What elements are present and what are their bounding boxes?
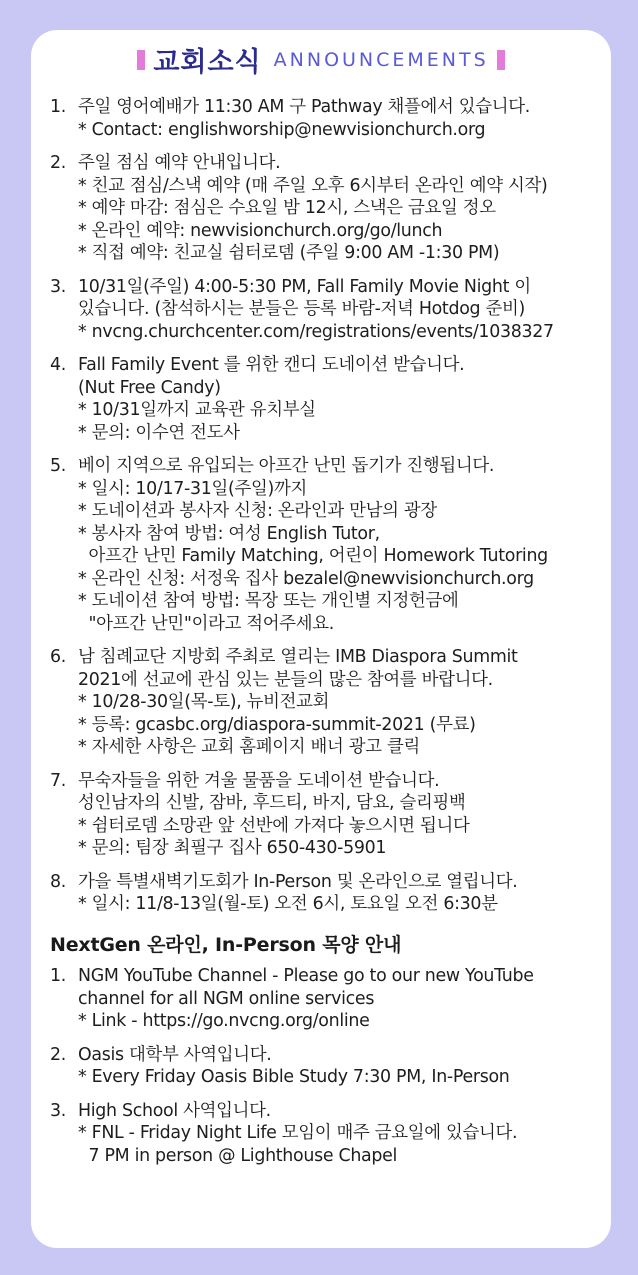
- announcement-item-line: 남 침례교단 지방회 주최로 열리는 IMB Diaspora Summit: [78, 647, 518, 667]
- announcement-item: [50, 770, 605, 860]
- announcement-item-line: 아프간 난민 Family Matching, 어린이 Homework Tutoring: [78, 546, 548, 566]
- announcement-item-line: 무숙자들을 위한 겨울 물품을 도네이션 받습니다.: [78, 770, 440, 791]
- nextgen-item-number: 1.: [50, 966, 66, 986]
- announcement-item-line: * 도네이션 참여 방법: 목장 또는 개인별 지정헌금에: [78, 591, 459, 611]
- announcement-list: [50, 96, 605, 916]
- announcement-item-number: 6.: [50, 647, 66, 667]
- announcement-item-line: * 쉼터로뎀 소망관 앞 선반에 가져다 놓으시면 됩니다: [78, 815, 470, 836]
- announcement-item-line: 주일 영어예배가 11:30 AM 구 Pathway 채플에서 있습니다.: [78, 97, 531, 117]
- nextgen-item-line: channel for all NGM online services: [78, 988, 375, 1009]
- nextgen-item-line: NGM YouTube Channel - Please go to our new YouTube: [78, 966, 534, 986]
- announcement-item-line: * 온라인 신청: 서정욱 집사 bezalel@newvisionchurch.org: [78, 568, 534, 589]
- announcement-item: [50, 96, 605, 141]
- announcement-item-line: 10/31일(주일) 4:00-5:30 PM, Fall Family Movie Night 이: [78, 276, 531, 297]
- announcement-item-line: * 문의: 팀장 최필구 집사 650-430-5901: [78, 838, 387, 858]
- announcement-item: [50, 152, 605, 265]
- announcements-card: [31, 30, 611, 1248]
- announcement-item-line: 2021에 선교에 관심 있는 분들의 많은 참여를 바랍니다.: [78, 669, 493, 690]
- announcement-item-line: * 등록: gcasbc.org/diaspora-summit-2021 (무료): [78, 714, 476, 735]
- announcement-item: [50, 276, 605, 344]
- right-accent-bar: [497, 50, 505, 70]
- announcement-item-line: 가을 특별새벽기도회가 In-Person 및 온라인으로 열립니다.: [78, 871, 518, 892]
- announcement-item-line: * nvcng.churchcenter.com/registrations/events/1038327: [78, 321, 554, 342]
- nextgen-item-number: 2.: [50, 1044, 66, 1065]
- announcement-item-number: 8.: [50, 871, 66, 892]
- announcement-item-line: * 10/28-30일(목-토), 뉴비전교회: [78, 692, 330, 712]
- nextgen-item-number: 3.: [50, 1100, 66, 1121]
- announcement-item-line: 있습니다. (참석하시는 분들은 등록 바람-저녁 Hotdog 준비): [78, 299, 525, 319]
- announcement-item-line: "아프간 난민"이라고 적어주세요.: [78, 613, 335, 634]
- nextgen-item-line: 7 PM in person @ Lighthouse Chapel: [78, 1145, 398, 1166]
- nextgen-item: [50, 1100, 605, 1168]
- nextgen-item-line: High School 사역입니다.: [78, 1100, 271, 1121]
- announcement-item-line: * 봉사자 참여 방법: 여성 English Tutor,: [78, 523, 380, 544]
- left-accent-bar: [137, 50, 145, 70]
- nextgen-item-line: Oasis 대학부 사역입니다.: [78, 1044, 272, 1065]
- announcement-item-line: * 일시: 10/17-31일(주일)까지: [78, 478, 307, 499]
- nextgen-list: [50, 965, 605, 1167]
- nextgen-item: [50, 965, 605, 1033]
- announcement-item-number: 2.: [50, 153, 66, 173]
- title-korean: 교회소식: [153, 47, 262, 78]
- announcement-item-number: 1.: [50, 97, 66, 117]
- nextgen-item-line: * FNL - Friday Night Life 모임이 매주 금요일에 있습니다.: [78, 1123, 518, 1143]
- announcement-item-line: 주일 점심 예약 안내입니다.: [78, 153, 281, 173]
- announcement-item-line: (Nut Free Candy): [78, 377, 221, 398]
- announcement-item: [50, 354, 605, 444]
- announcement-item-line: * 친교 점심/스낵 예약 (매 주일 오후 6시부터 온라인 예약 시작): [78, 175, 548, 196]
- announcement-item-line: * 직접 예약: 친교실 쉼터로뎀 (주일 9:00 AM -1:30 PM): [78, 243, 500, 263]
- announcement-item-line: * 온라인 예약: newvisionchurch.org/go/lunch: [78, 220, 443, 241]
- announcement-item-line: * 문의: 이수연 전도사: [78, 422, 240, 443]
- announcement-item-line: * 10/31일까지 교육관 유치부실: [78, 400, 316, 420]
- announcement-item-line: * Contact: englishworship@newvisionchurch.org: [78, 119, 486, 140]
- title-english: ANNOUNCEMENTS: [273, 48, 489, 71]
- nextgen-item-line: * Every Friday Oasis Bible Study 7:30 PM, In-Person: [78, 1067, 510, 1087]
- content: [50, 96, 605, 1178]
- announcement-item-number: 3.: [50, 276, 66, 297]
- announcement-item-number: 4.: [50, 355, 66, 375]
- header: [31, 40, 611, 79]
- announcement-item-line: * 일시: 11/8-13일(월-토) 오전 6시, 토요일 오전 6:30분: [78, 894, 498, 914]
- announcement-item: [50, 871, 605, 916]
- announcement-item-line: 성인남자의 신발, 잠바, 후드티, 바지, 담요, 슬리핑백: [78, 793, 466, 813]
- nextgen-item: [50, 1044, 605, 1089]
- nextgen-item-line: * Link - https://go.nvcng.org/online: [78, 1011, 370, 1031]
- announcement-item: [50, 646, 605, 759]
- announcement-item-line: * 예약 마감: 점심은 수요일 밤 12시, 스낵은 금요일 정오: [78, 198, 496, 218]
- nextgen-section-title: NextGen 온라인, In-Person 목양 안내: [50, 933, 402, 956]
- announcement-item-number: 7.: [50, 770, 66, 791]
- announcement-item: [50, 455, 605, 635]
- announcement-item-line: * 자세한 사항은 교회 홈페이지 배너 광고 클릭: [78, 737, 420, 757]
- announcement-item-line: * 도네이션과 봉사자 신청: 온라인과 만남의 광장: [78, 501, 437, 521]
- announcement-item-number: 5.: [50, 456, 66, 476]
- announcement-item-line: Fall Family Event 를 위한 캔디 도네이션 받습니다.: [78, 355, 465, 375]
- announcement-item-line: 베이 지역으로 유입되는 아프간 난민 돕기가 진행됩니다.: [78, 456, 495, 476]
